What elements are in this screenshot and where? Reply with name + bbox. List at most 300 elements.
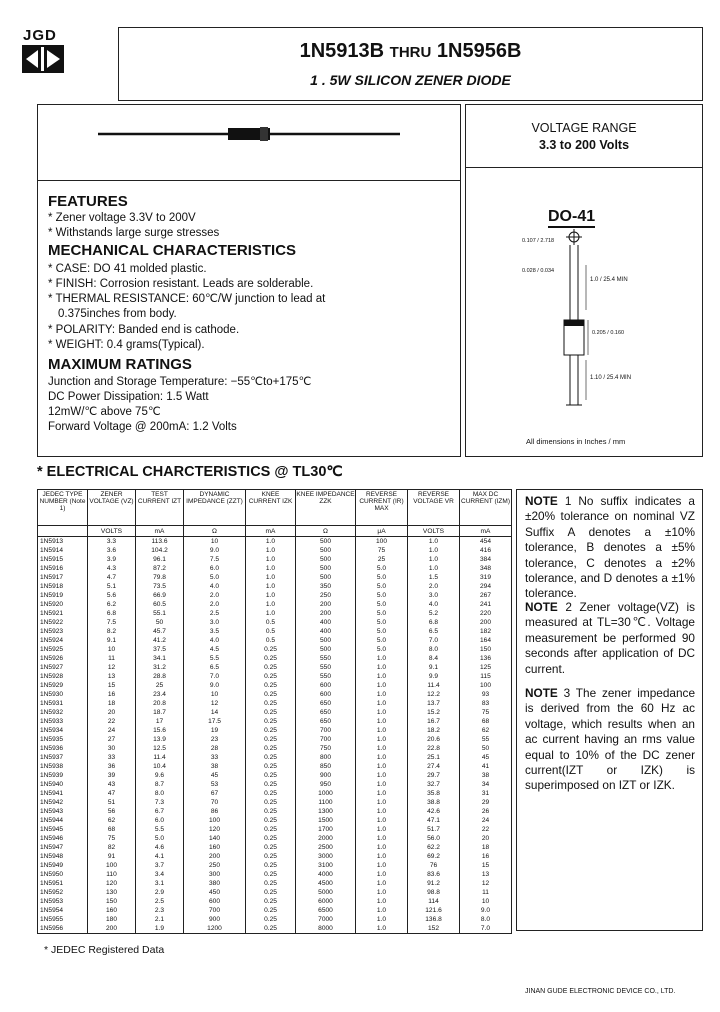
table-cell: 1N5948: [38, 852, 88, 861]
table-cell: 4000: [296, 870, 356, 879]
table-cell: 0.25: [246, 852, 296, 861]
table-cell: 1.0: [356, 816, 408, 825]
table-cell: 650: [296, 717, 356, 726]
table-cell: 15.2: [408, 708, 460, 717]
table-cell: 1.0: [408, 564, 460, 573]
table-row: [38, 744, 512, 753]
table-cell: 319: [460, 573, 512, 582]
table-cell: 600: [184, 897, 246, 906]
table-cell: 12.5: [136, 744, 184, 753]
table-cell: 1.9: [136, 924, 184, 934]
table-cell: 114: [408, 897, 460, 906]
table-cell: 1N5947: [38, 843, 88, 852]
table-cell: 5000: [296, 888, 356, 897]
table-cell: 50: [460, 744, 512, 753]
unit-cell: VOLTS: [88, 526, 136, 537]
table-cell: 0.25: [246, 861, 296, 870]
table-cell: 650: [296, 699, 356, 708]
table-cell: 1.0: [356, 825, 408, 834]
table-cell: 18.7: [136, 708, 184, 717]
rating-temp: Junction and Storage Temperature: −55℃to+175℃: [48, 376, 312, 388]
table-cell: 1.0: [246, 609, 296, 618]
table-cell: 0.25: [246, 870, 296, 879]
table-cell: 0.25: [246, 699, 296, 708]
table-cell: 1.5: [408, 573, 460, 582]
table-cell: 6.8: [408, 618, 460, 627]
table-cell: 17: [136, 717, 184, 726]
table-cell: 10.4: [136, 762, 184, 771]
table-cell: 0.25: [246, 879, 296, 888]
table-cell: 8000: [296, 924, 356, 934]
table-row: [38, 762, 512, 771]
table-cell: 450: [184, 888, 246, 897]
table-cell: 11.4: [136, 753, 184, 762]
table-cell: 1N5937: [38, 753, 88, 762]
table-cell: 1.0: [356, 672, 408, 681]
table-cell: 32.7: [408, 780, 460, 789]
table-cell: 500: [296, 537, 356, 547]
feature-2: * Withstands large surge stresses: [48, 227, 220, 239]
table-cell: 62: [88, 816, 136, 825]
table-cell: 0.25: [246, 708, 296, 717]
table-cell: 1N5927: [38, 663, 88, 672]
table-cell: 39: [88, 771, 136, 780]
table-cell: 27: [88, 735, 136, 744]
table-cell: 29: [460, 798, 512, 807]
table-cell: 96.1: [136, 555, 184, 564]
table-cell: 600: [296, 690, 356, 699]
rating-power: DC Power Dissipation: 1.5 Watt: [48, 391, 209, 403]
unit-cell: mA: [246, 526, 296, 537]
table-cell: 0.25: [246, 780, 296, 789]
units-row: [38, 526, 512, 537]
table-cell: 384: [460, 555, 512, 564]
logo-icon: [22, 45, 64, 73]
table-cell: 1.0: [356, 735, 408, 744]
table-cell: 120: [184, 825, 246, 834]
table-cell: 7.0: [408, 636, 460, 645]
table-cell: 348: [460, 564, 512, 573]
table-cell: 1N5930: [38, 690, 88, 699]
table-cell: 950: [296, 780, 356, 789]
table-cell: 8.4: [408, 654, 460, 663]
table-cell: 3.0: [408, 591, 460, 600]
table-cell: 121.6: [408, 906, 460, 915]
table-cell: 1N5915: [38, 555, 88, 564]
table-cell: 0.25: [246, 717, 296, 726]
table-cell: 130: [88, 888, 136, 897]
table-cell: 5.6: [88, 591, 136, 600]
table-cell: 150: [88, 897, 136, 906]
table-cell: 34.1: [136, 654, 184, 663]
table-cell: 1.0: [356, 744, 408, 753]
package-name: DO-41: [548, 208, 595, 228]
table-cell: 1.0: [356, 780, 408, 789]
table-cell: 750: [296, 744, 356, 753]
table-cell: 55.1: [136, 609, 184, 618]
dim-lead-dia: 0.107 / 2.718: [522, 238, 555, 244]
table-cell: 33: [88, 753, 136, 762]
table-cell: 1500: [296, 816, 356, 825]
table-cell: 11: [460, 888, 512, 897]
dim-body-dia: 0.028 / 0.034: [522, 268, 555, 274]
table-cell: 2.5: [136, 897, 184, 906]
table-cell: 0.5: [246, 636, 296, 645]
table-cell: 79.8: [136, 573, 184, 582]
table-cell: 113.6: [136, 537, 184, 547]
table-cell: 250: [296, 591, 356, 600]
table-cell: 1N5940: [38, 780, 88, 789]
table-cell: 4.0: [184, 582, 246, 591]
table-cell: 0.25: [246, 915, 296, 924]
table-row: [38, 717, 512, 726]
table-cell: 5.0: [356, 573, 408, 582]
table-cell: 33: [184, 753, 246, 762]
table-cell: 241: [460, 600, 512, 609]
table-cell: 250: [184, 861, 246, 870]
table-cell: 15: [88, 681, 136, 690]
note-3: NOTE 3 The zener impedance is derived from the 60 Hz ac voltage, which results when an ac current having an rms value equal to 10% of the DC zener current(IZT or IZK) is superimposed on IZT or IZK.: [525, 686, 696, 793]
mech-thermal: * THERMAL RESISTANCE: 60℃/W junction to lead at: [48, 293, 326, 305]
table-cell: 3100: [296, 861, 356, 870]
table-cell: 5.0: [356, 636, 408, 645]
diode-drawing: [38, 105, 460, 181]
table-cell: 2.0: [184, 600, 246, 609]
table-cell: 4.0: [184, 636, 246, 645]
table-cell: 1.0: [408, 546, 460, 555]
table-cell: 500: [296, 645, 356, 654]
table-row: [38, 816, 512, 825]
table-cell: 700: [296, 726, 356, 735]
table-cell: 294: [460, 582, 512, 591]
table-cell: 70: [184, 798, 246, 807]
table-cell: 0.25: [246, 654, 296, 663]
table-cell: 6.5: [184, 663, 246, 672]
table-cell: 5.0: [184, 573, 246, 582]
table-cell: 47: [88, 789, 136, 798]
logo-text: JGD: [23, 27, 57, 44]
feature-1: * Zener voltage 3.3V to 200V: [48, 212, 196, 224]
table-cell: 16: [460, 852, 512, 861]
table-cell: 5.0: [356, 618, 408, 627]
page-title: 1N5913B THRU 1N5956B: [299, 40, 522, 62]
table-row: [38, 600, 512, 609]
col-header-vr: REVERSE VOLTAGE VR: [408, 490, 460, 526]
table-cell: 1N5949: [38, 861, 88, 870]
table-cell: 6.7: [136, 807, 184, 816]
table-cell: 38: [184, 762, 246, 771]
table-cell: 15: [460, 861, 512, 870]
table-cell: 19: [184, 726, 246, 735]
table-cell: 1.0: [356, 681, 408, 690]
table-cell: 1.0: [356, 753, 408, 762]
table-cell: 6.0: [184, 564, 246, 573]
table-cell: 416: [460, 546, 512, 555]
table-cell: 1N5918: [38, 582, 88, 591]
table-cell: 350: [296, 582, 356, 591]
table-cell: 62: [460, 726, 512, 735]
table-cell: 1N5954: [38, 906, 88, 915]
col-header-izm: MAX DC CURRENT (IZM): [460, 490, 512, 526]
table-cell: 1N5939: [38, 771, 88, 780]
table-cell: 1.0: [246, 600, 296, 609]
table-cell: 200: [296, 609, 356, 618]
table-cell: 83: [460, 699, 512, 708]
table-cell: 1N5917: [38, 573, 88, 582]
table-cell: 3.1: [136, 879, 184, 888]
table-cell: 4.0: [408, 600, 460, 609]
table-row: [38, 618, 512, 627]
table-cell: 14: [184, 708, 246, 717]
table-cell: 1.0: [408, 537, 460, 547]
package-box: [465, 104, 703, 457]
table-cell: 1N5935: [38, 735, 88, 744]
table-cell: 1.0: [246, 537, 296, 547]
table-cell: 10: [184, 690, 246, 699]
table-cell: 1N5925: [38, 645, 88, 654]
table-cell: 1.0: [246, 582, 296, 591]
table-row: [38, 537, 512, 547]
table-cell: 7.5: [88, 618, 136, 627]
table-cell: 0.25: [246, 789, 296, 798]
table-cell: 1N5916: [38, 564, 88, 573]
table-cell: 136: [460, 654, 512, 663]
voltage-range-heading: VOLTAGE RANGE: [531, 121, 637, 135]
table-cell: 30: [88, 744, 136, 753]
unit-cell: VOLTS: [408, 526, 460, 537]
table-cell: 68: [460, 717, 512, 726]
table-cell: 10: [184, 537, 246, 547]
table-row: [38, 564, 512, 573]
table-cell: 5.0: [356, 582, 408, 591]
table-cell: 41: [460, 762, 512, 771]
features-box: [37, 104, 461, 457]
table-cell: 700: [184, 906, 246, 915]
package-outline: [466, 225, 702, 455]
table-cell: 1.0: [356, 762, 408, 771]
table-cell: 7.5: [184, 555, 246, 564]
table-cell: 500: [296, 546, 356, 555]
table-cell: 6000: [296, 897, 356, 906]
table-cell: 160: [88, 906, 136, 915]
table-cell: 2.9: [136, 888, 184, 897]
table-cell: 140: [184, 834, 246, 843]
mech-case: * CASE: DO 41 molded plastic.: [48, 263, 207, 275]
table-cell: 56: [88, 807, 136, 816]
table-cell: 3.7: [136, 861, 184, 870]
table-cell: 2.1: [136, 915, 184, 924]
table-cell: 1.0: [246, 573, 296, 582]
table-cell: 6.2: [88, 600, 136, 609]
table-cell: 5.2: [408, 609, 460, 618]
table-cell: 1.0: [356, 897, 408, 906]
table-cell: 98.8: [408, 888, 460, 897]
table-cell: 0.25: [246, 816, 296, 825]
table-cell: 25.1: [408, 753, 460, 762]
table-cell: 56.0: [408, 834, 460, 843]
table-cell: 8.0: [408, 645, 460, 654]
table-cell: 45: [184, 771, 246, 780]
table-cell: 45: [460, 753, 512, 762]
table-cell: 31.2: [136, 663, 184, 672]
table-cell: 51.7: [408, 825, 460, 834]
table-cell: 1N5943: [38, 807, 88, 816]
table-cell: 2.0: [408, 582, 460, 591]
table-cell: 6.0: [136, 816, 184, 825]
table-cell: 100: [460, 681, 512, 690]
table-cell: 1N5921: [38, 609, 88, 618]
table-cell: 3.5: [184, 627, 246, 636]
table-cell: 5.1: [88, 582, 136, 591]
table-cell: 0.25: [246, 897, 296, 906]
table-cell: 75: [88, 834, 136, 843]
table-cell: 47.1: [408, 816, 460, 825]
table-row: [38, 591, 512, 600]
table-cell: 182: [460, 627, 512, 636]
table-cell: 115: [460, 672, 512, 681]
table-cell: 28: [184, 744, 246, 753]
table-cell: 38: [460, 771, 512, 780]
table-cell: 200: [184, 852, 246, 861]
table-cell: 60.5: [136, 600, 184, 609]
table-cell: 11.4: [408, 681, 460, 690]
table-cell: 1.0: [356, 798, 408, 807]
table-cell: 0.25: [246, 753, 296, 762]
table-cell: 200: [460, 618, 512, 627]
table-cell: 0.25: [246, 906, 296, 915]
table-row: [38, 699, 512, 708]
table-row: [38, 888, 512, 897]
unit-cell: Ω: [184, 526, 246, 537]
table-cell: 0.25: [246, 735, 296, 744]
table-cell: 22: [88, 717, 136, 726]
table-cell: 1300: [296, 807, 356, 816]
table-cell: 17.5: [184, 717, 246, 726]
rating-derate: 12mW/℃ above 75℃: [48, 406, 161, 418]
table-row: [38, 573, 512, 582]
table-cell: 500: [296, 564, 356, 573]
table-cell: 9.1: [88, 636, 136, 645]
table-cell: 55: [460, 735, 512, 744]
table-row: [38, 582, 512, 591]
notes-box: [516, 489, 703, 931]
mechanical-heading: MECHANICAL CHARACTERISTICS: [48, 242, 297, 259]
table-cell: 0.5: [246, 627, 296, 636]
table-cell: 2500: [296, 843, 356, 852]
table-cell: 7000: [296, 915, 356, 924]
table-cell: 1.0: [356, 717, 408, 726]
table-cell: 1N5933: [38, 717, 88, 726]
table-cell: 75: [460, 708, 512, 717]
dim-note: All dimensions in Inches / mm: [526, 437, 626, 446]
table-cell: 500: [296, 573, 356, 582]
table-cell: 1N5931: [38, 699, 88, 708]
table-cell: 200: [296, 600, 356, 609]
table-cell: 43: [88, 780, 136, 789]
table-row: [38, 708, 512, 717]
table-cell: 11: [88, 654, 136, 663]
table-cell: 1.0: [356, 690, 408, 699]
table-cell: 380: [184, 879, 246, 888]
table-cell: 29.7: [408, 771, 460, 780]
table-cell: 1700: [296, 825, 356, 834]
table-row: [38, 789, 512, 798]
table-cell: 0.25: [246, 834, 296, 843]
table-cell: 1N5924: [38, 636, 88, 645]
jedec-note: * JEDEC Registered Data: [44, 944, 165, 956]
table-cell: 1N5928: [38, 672, 88, 681]
table-cell: 75: [356, 546, 408, 555]
table-cell: 1N5950: [38, 870, 88, 879]
table-cell: 8.7: [136, 780, 184, 789]
table-cell: 2000: [296, 834, 356, 843]
table-cell: 1.0: [356, 906, 408, 915]
table-cell: 1N5955: [38, 915, 88, 924]
table-row: [38, 897, 512, 906]
table-cell: 25: [136, 681, 184, 690]
table-cell: 8.2: [88, 627, 136, 636]
note-2: NOTE 2 Zener voltage(VZ) is measured at TL=30℃. Voltage measurement be performed 90 seconds after application of DC current.: [525, 600, 696, 676]
table-cell: 0.25: [246, 726, 296, 735]
table-cell: 850: [296, 762, 356, 771]
table-cell: 6.8: [88, 609, 136, 618]
table-cell: 18: [88, 699, 136, 708]
col-header-ir: REVERSE CURRENT (IR) MAX: [356, 490, 408, 526]
table-cell: 1.0: [408, 555, 460, 564]
table-cell: 1.0: [356, 852, 408, 861]
table-cell: 91.2: [408, 879, 460, 888]
table-row: [38, 834, 512, 843]
table-cell: 5.0: [356, 609, 408, 618]
table-cell: 16: [88, 690, 136, 699]
table-cell: 152: [408, 924, 460, 934]
table-cell: 400: [296, 627, 356, 636]
table-cell: 550: [296, 654, 356, 663]
table-cell: 51: [88, 798, 136, 807]
table-cell: 1N5956: [38, 924, 88, 934]
table-cell: 550: [296, 672, 356, 681]
table-cell: 400: [296, 618, 356, 627]
table-cell: 38.8: [408, 798, 460, 807]
table-cell: 22: [460, 825, 512, 834]
table-row: [38, 753, 512, 762]
table-cell: 7.3: [136, 798, 184, 807]
table-cell: 1.0: [356, 699, 408, 708]
table-cell: 3000: [296, 852, 356, 861]
table-cell: 1N5913: [38, 537, 88, 547]
table-cell: 1N5936: [38, 744, 88, 753]
table-cell: 120: [88, 879, 136, 888]
table-cell: 1N5919: [38, 591, 88, 600]
table-row: [38, 861, 512, 870]
table-cell: 1.0: [356, 807, 408, 816]
table-cell: 4500: [296, 879, 356, 888]
table-row: [38, 906, 512, 915]
voltage-range-value: 3.3 to 200 Volts: [538, 138, 630, 152]
table-row: [38, 555, 512, 564]
table-cell: 18.2: [408, 726, 460, 735]
table-cell: 66.9: [136, 591, 184, 600]
table-cell: 41.2: [136, 636, 184, 645]
table-row: [38, 636, 512, 645]
table-cell: 12: [88, 663, 136, 672]
table-row: [38, 798, 512, 807]
table-cell: 1N5942: [38, 798, 88, 807]
table-cell: 1.0: [356, 861, 408, 870]
table-cell: 5.0: [356, 564, 408, 573]
table-cell: 180: [88, 915, 136, 924]
table-cell: 650: [296, 708, 356, 717]
